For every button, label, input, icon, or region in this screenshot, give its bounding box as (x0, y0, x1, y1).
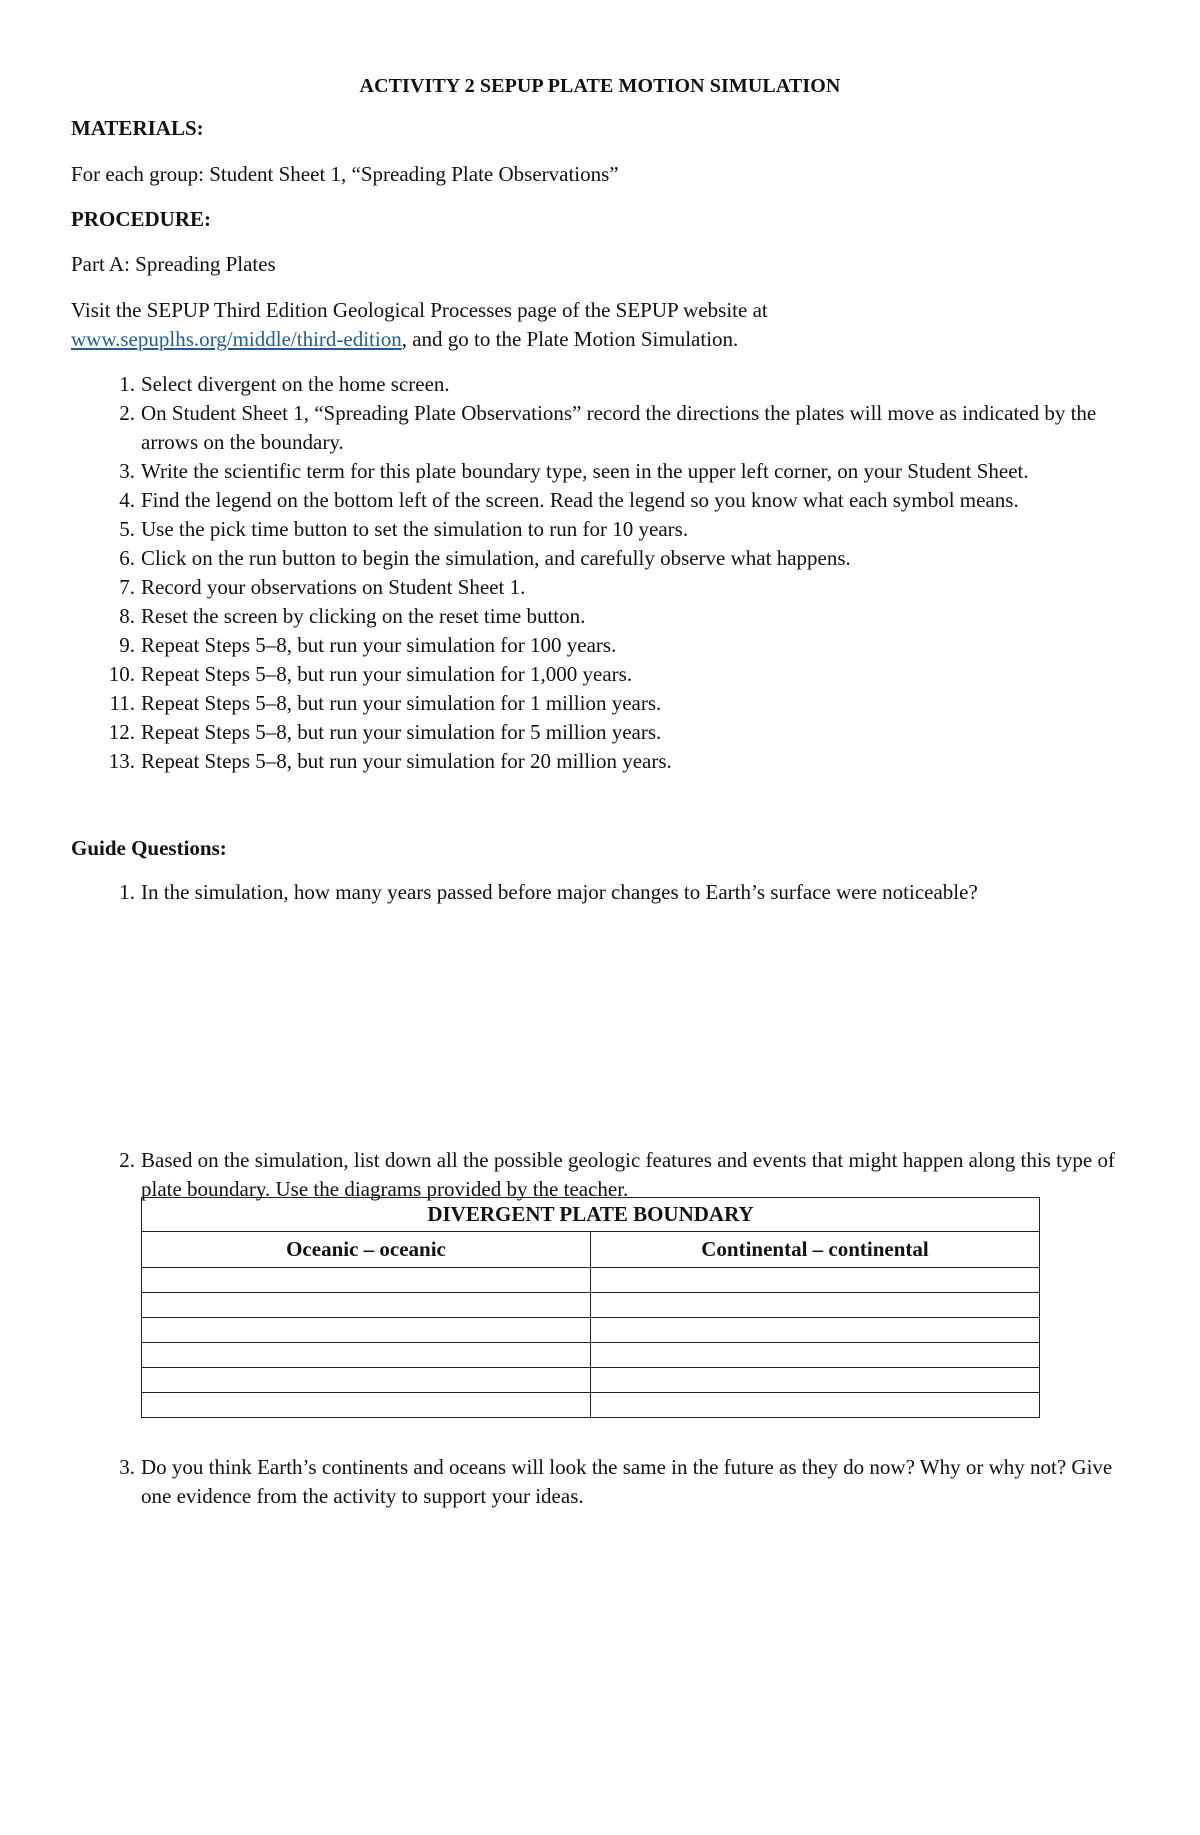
blank-cell[interactable] (142, 1343, 591, 1368)
table-row (142, 1393, 1040, 1418)
table-row (142, 1293, 1040, 1318)
visit-line: Visit the SEPUP Third Edition Geological Processes page of the SEPUP website at (71, 298, 768, 322)
visit-link-line (71, 325, 1131, 354)
blank-cell[interactable] (142, 1368, 591, 1393)
materials-text: For each group: Student Sheet 1, “Spreading Plate Observations” (71, 162, 619, 186)
step-item: 10. Repeat Steps 5–8, but run your simulation for 1,000 years. (108, 662, 633, 686)
question-2 (71, 1146, 1131, 1204)
step-item: 6. Click on the run button to begin the simulation, and carefully observe what happens. (119, 546, 851, 570)
table-row (142, 1268, 1040, 1293)
step-item: 4. Find the legend on the bottom left of the screen. Read the legend so you know what each symbol means. (119, 488, 1019, 512)
blank-cell[interactable] (142, 1318, 591, 1343)
table-row (142, 1343, 1040, 1368)
question-item: 1. In the simulation, how many years passed before major changes to Earth’s surface were noticeable? (119, 880, 978, 904)
column-header-continental: Continental – continental (591, 1232, 1040, 1268)
step-item: 11. Repeat Steps 5–8, but run your simulation for 1 million years. (109, 691, 662, 715)
blank-cell[interactable] (591, 1343, 1040, 1368)
table-row (142, 1318, 1040, 1343)
blank-cell[interactable] (591, 1368, 1040, 1393)
question-1 (71, 878, 1131, 907)
blank-cell[interactable] (142, 1293, 591, 1318)
blank-cell[interactable] (142, 1393, 591, 1418)
page-title: ACTIVITY 2 SEPUP PLATE MOTION SIMULATION (359, 75, 841, 97)
guide-questions-heading: Guide Questions: (71, 836, 227, 860)
procedure-steps (71, 370, 1131, 776)
table-title: DIVERGENT PLATE BOUNDARY (142, 1198, 1040, 1232)
step-item: 8. Reset the screen by clicking on the reset time button. (119, 604, 586, 628)
step-item: 7. Record your observations on Student Sheet 1. (119, 575, 526, 599)
procedure-heading: PROCEDURE: (71, 207, 211, 231)
blank-cell[interactable] (142, 1268, 591, 1293)
blank-cell[interactable] (591, 1268, 1040, 1293)
step-item: 9. Repeat Steps 5–8, but run your simulation for 100 years. (119, 633, 617, 657)
table-row (142, 1368, 1040, 1393)
divergent-boundary-table (141, 1197, 1040, 1418)
question-item: 3. Do you think Earth’s continents and oceans will look the same in the future as they do now? Why or why not? Give one evidence from the activity to support your ideas. (119, 1455, 1113, 1508)
materials-heading: MATERIALS: (71, 116, 204, 140)
blank-cell[interactable] (591, 1318, 1040, 1343)
blank-cell[interactable] (591, 1293, 1040, 1318)
step-item: 5. Use the pick time button to set the simulation to run for 10 years. (119, 517, 689, 541)
step-item: 13. Repeat Steps 5–8, but run your simulation for 20 million years. (108, 749, 672, 773)
step-item: 1. Select divergent on the home screen. (119, 372, 450, 396)
website-link[interactable]: www.sepuplhs.org/middle/third-edition (71, 327, 402, 351)
part-a-heading: Part A: Spreading Plates (71, 252, 276, 276)
step-item: 12. Repeat Steps 5–8, but run your simulation for 5 million years. (108, 720, 662, 744)
question-item: 2. Based on the simulation, list down all the possible geologic features and events that might happen along this type of plate boundary. Use the diagrams provided by the teacher. (119, 1148, 1115, 1201)
step-item: 3. Write the scientific term for this plate boundary type, seen in the upper left corner, on your Student Sheet. (119, 459, 1029, 483)
step-item: 2. On Student Sheet 1, “Spreading Plate Observations” record the directions the plates will move as indicated by the arrows on the boundary. (119, 401, 1097, 454)
blank-cell[interactable] (591, 1393, 1040, 1418)
question-3 (71, 1453, 1131, 1511)
column-header-oceanic: Oceanic – oceanic (142, 1232, 591, 1268)
visit-line-rest: , and go to the Plate Motion Simulation. (401, 327, 739, 351)
